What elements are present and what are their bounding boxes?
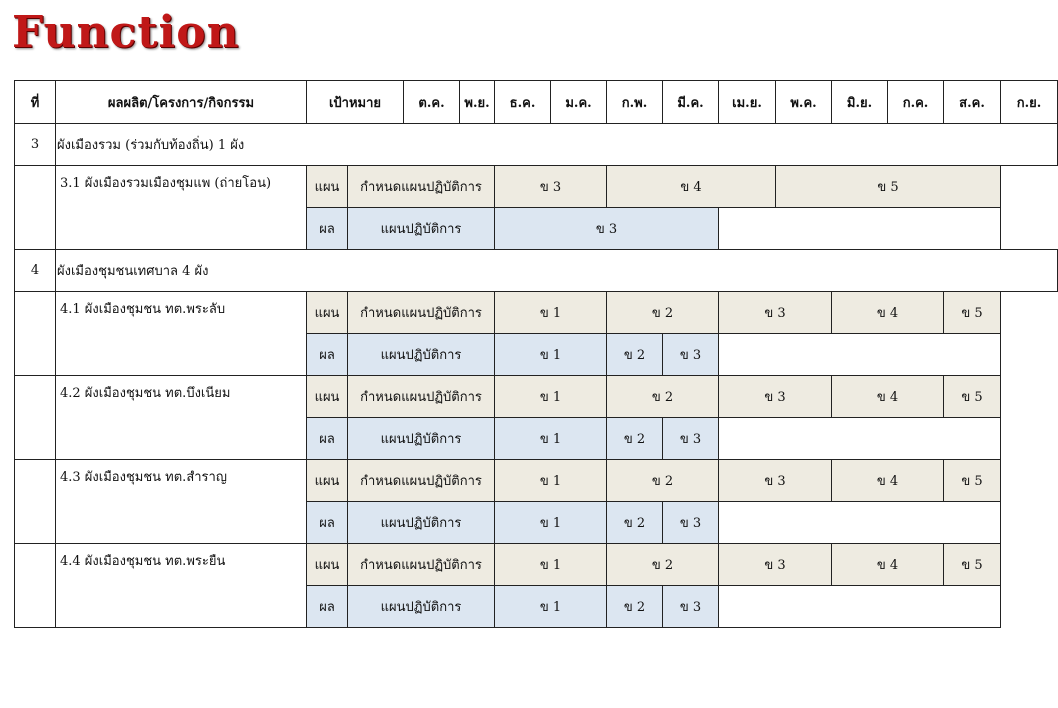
plan-phase: ข 4: [832, 376, 944, 418]
header-month: พ.ย.: [460, 81, 495, 124]
header-month: พ.ค.: [776, 81, 832, 124]
empty-cell: [719, 586, 1001, 628]
plan-label: แผน: [307, 292, 348, 334]
header-month: ต.ค.: [404, 81, 460, 124]
plan-label: แผน: [307, 376, 348, 418]
header-month: ก.ค.: [888, 81, 944, 124]
plan-phase: ข 2: [607, 544, 719, 586]
result-activity: แผนปฏิบัติการ: [348, 418, 495, 460]
plan-phase: ข 4: [832, 460, 944, 502]
item-number-cell: [15, 544, 56, 628]
result-phase: ข 1: [495, 586, 607, 628]
result-phase: ข 3: [495, 208, 719, 250]
empty-cell: [719, 502, 1001, 544]
result-phase: ข 3: [663, 334, 719, 376]
plan-phase: ข 4: [832, 292, 944, 334]
item-name: 4.1 ผังเมืองชุมชน ทต.พระลับ: [56, 292, 307, 376]
result-phase: ข 1: [495, 334, 607, 376]
header-month: ก.ย.: [1001, 81, 1058, 124]
result-label: ผล: [307, 586, 348, 628]
result-phase: ข 3: [663, 586, 719, 628]
header-no: ที่: [15, 81, 56, 124]
plan-phase: ข 4: [607, 166, 776, 208]
header-month: มิ.ย.: [832, 81, 888, 124]
plan-phase: ข 1: [495, 376, 607, 418]
plan-phase: ข 5: [944, 460, 1001, 502]
plan-row: [15, 166, 1058, 208]
plan-row: [15, 460, 1058, 502]
item-name: 4.4 ผังเมืองชุมชน ทต.พระยืน: [56, 544, 307, 628]
result-activity: แผนปฏิบัติการ: [348, 502, 495, 544]
result-label: ผล: [307, 418, 348, 460]
page-title: Function: [12, 7, 240, 58]
plan-phase: ข 5: [944, 292, 1001, 334]
item-name: 3.1 ผังเมืองรวมเมืองชุมแพ (ถ่ายโอน): [56, 166, 307, 250]
plan-row: [15, 376, 1058, 418]
result-label: ผล: [307, 502, 348, 544]
section-title: ผังเมืองรวม (ร่วมกับท้องถิ่น) 1 ผัง: [56, 124, 1058, 166]
section-number: 3: [15, 124, 56, 166]
result-phase: ข 2: [607, 418, 663, 460]
result-phase: ข 1: [495, 418, 607, 460]
header-project: ผลผลิต/โครงการ/กิจกรรม: [56, 81, 307, 124]
plan-phase: ข 1: [495, 460, 607, 502]
plan-phase: ข 5: [776, 166, 1001, 208]
plan-phase: ข 1: [495, 292, 607, 334]
plan-row: [15, 292, 1058, 334]
plan-activity: กำหนดแผนปฏิบัติการ: [348, 166, 495, 208]
plan-label: แผน: [307, 544, 348, 586]
header-month: ก.พ.: [607, 81, 663, 124]
item-name: 4.3 ผังเมืองชุมชน ทต.สำราญ: [56, 460, 307, 544]
plan-phase: ข 3: [719, 376, 832, 418]
plan-activity: กำหนดแผนปฏิบัติการ: [348, 544, 495, 586]
result-activity: แผนปฏิบัติการ: [348, 334, 495, 376]
result-activity: แผนปฏิบัติการ: [348, 586, 495, 628]
header-month: ธ.ค.: [495, 81, 551, 124]
result-phase: ข 3: [663, 418, 719, 460]
result-label: ผล: [307, 208, 348, 250]
plan-activity: กำหนดแผนปฏิบัติการ: [348, 460, 495, 502]
empty-cell: [719, 334, 1001, 376]
header-row: [15, 81, 1058, 124]
item-number-cell: [15, 376, 56, 460]
header-month: มี.ค.: [663, 81, 719, 124]
result-phase: ข 2: [607, 502, 663, 544]
plan-phase: ข 3: [495, 166, 607, 208]
item-number-cell: [15, 460, 56, 544]
plan-activity: กำหนดแผนปฏิบัติการ: [348, 376, 495, 418]
plan-phase: ข 5: [944, 544, 1001, 586]
empty-cell: [719, 418, 1001, 460]
section-row: [15, 250, 1058, 292]
section-title: ผังเมืองชุมชนเทศบาล 4 ผัง: [56, 250, 1058, 292]
item-name: 4.2 ผังเมืองชุมชน ทต.บึงเนียม: [56, 376, 307, 460]
plan-label: แผน: [307, 166, 348, 208]
plan-phase: ข 3: [719, 292, 832, 334]
header-month: ส.ค.: [944, 81, 1001, 124]
plan-phase: ข 4: [832, 544, 944, 586]
section-row: [15, 124, 1058, 166]
result-phase: ข 2: [607, 334, 663, 376]
plan-phase: ข 2: [607, 460, 719, 502]
header-month: เม.ย.: [719, 81, 776, 124]
plan-phase: ข 3: [719, 544, 832, 586]
plan-phase: ข 2: [607, 292, 719, 334]
empty-cell: [719, 208, 1001, 250]
plan-activity: กำหนดแผนปฏิบัติการ: [348, 292, 495, 334]
schedule-table: [14, 80, 1058, 628]
result-phase: ข 3: [663, 502, 719, 544]
result-phase: ข 2: [607, 586, 663, 628]
section-number: 4: [15, 250, 56, 292]
result-activity: แผนปฏิบัติการ: [348, 208, 495, 250]
plan-row: [15, 544, 1058, 586]
plan-phase: ข 3: [719, 460, 832, 502]
plan-phase: ข 2: [607, 376, 719, 418]
header-month: ม.ค.: [551, 81, 607, 124]
plan-phase: ข 1: [495, 544, 607, 586]
item-number-cell: [15, 166, 56, 250]
item-number-cell: [15, 292, 56, 376]
result-phase: ข 1: [495, 502, 607, 544]
plan-phase: ข 5: [944, 376, 1001, 418]
plan-label: แผน: [307, 460, 348, 502]
header-target: เป้าหมาย: [307, 81, 404, 124]
result-label: ผล: [307, 334, 348, 376]
